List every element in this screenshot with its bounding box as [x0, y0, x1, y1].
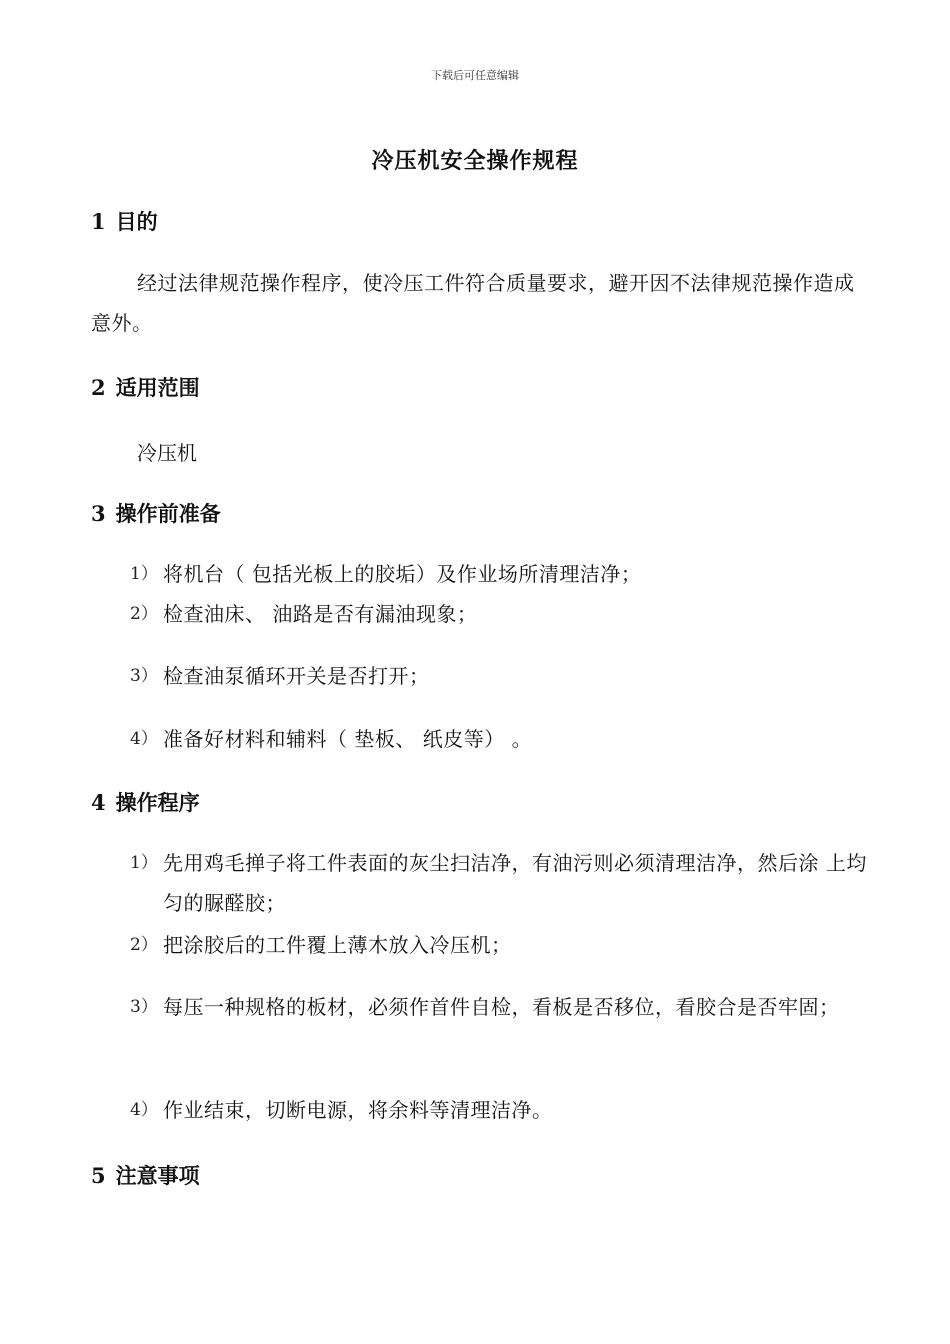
section-number: 5 — [91, 1163, 106, 1188]
section-title: 操作前准备 — [115, 502, 221, 526]
list-marker: 1） — [130, 564, 158, 584]
list-item — [130, 594, 870, 634]
list-item-text: 先用鸡毛掸子将工件表面的灰尘扫洁净，有油污则必须清理洁净，然后涂 上均匀的脲醛胶； — [163, 851, 867, 915]
section-title: 目的 — [115, 210, 158, 234]
section-heading-scope — [91, 372, 200, 402]
section-number: 1 — [91, 209, 106, 234]
list-item-text: 每压一种规格的板材，必须作首件自检，看板是否移位，看胶合是否牢固； — [163, 995, 840, 1019]
list-item-text: 检查油床、 油路是否有漏油现象； — [163, 602, 478, 626]
list-item — [130, 1090, 870, 1130]
section-title: 操作程序 — [115, 791, 200, 815]
section-heading-purpose — [91, 206, 158, 236]
list-item — [130, 719, 870, 759]
list-item-text: 作业结束，切断电源，将余料等清理洁净。 — [163, 1098, 553, 1122]
section-number: 3 — [91, 501, 106, 526]
list-item — [130, 843, 870, 923]
document-title: 冷压机安全操作规程 — [371, 149, 579, 174]
header-note: 下载后可任意编辑 — [431, 69, 519, 82]
list-item-text: 把涂胶后的工件覆上薄木放入冷压机； — [163, 933, 512, 957]
section-heading-preparation — [91, 498, 221, 528]
list-item — [130, 925, 870, 965]
list-marker: 3） — [130, 666, 158, 686]
section-title: 注意事项 — [115, 1164, 200, 1188]
list-marker: 2） — [130, 935, 158, 955]
list-marker: 2） — [130, 604, 158, 624]
section-number: 4 — [91, 790, 106, 815]
list-marker: 4） — [130, 1100, 158, 1120]
section-heading-procedure — [91, 787, 200, 817]
list-item — [130, 987, 870, 1027]
list-item-text: 检查油泵循环开关是否打开； — [163, 664, 430, 688]
purpose-paragraph: 经过法律规范操作程序，使冷压工件符合质量要求，避开因不法律规范操作造成意外。 — [91, 271, 855, 335]
list-marker: 4） — [130, 729, 158, 749]
list-marker: 3） — [130, 997, 158, 1017]
section-heading-notes — [91, 1160, 200, 1190]
scope-text: 冷压机 — [137, 441, 197, 465]
list-marker: 1） — [130, 853, 158, 873]
list-item — [130, 554, 870, 594]
list-item-text: 将机台（ 包括光板上的胶垢）及作业场所清理洁净； — [163, 562, 642, 586]
section-number: 2 — [91, 375, 106, 400]
list-item-text: 准备好材料和辅料（ 垫板、 纸皮等） 。 — [163, 727, 533, 751]
list-item — [130, 656, 870, 696]
section-title: 适用范围 — [115, 376, 200, 400]
